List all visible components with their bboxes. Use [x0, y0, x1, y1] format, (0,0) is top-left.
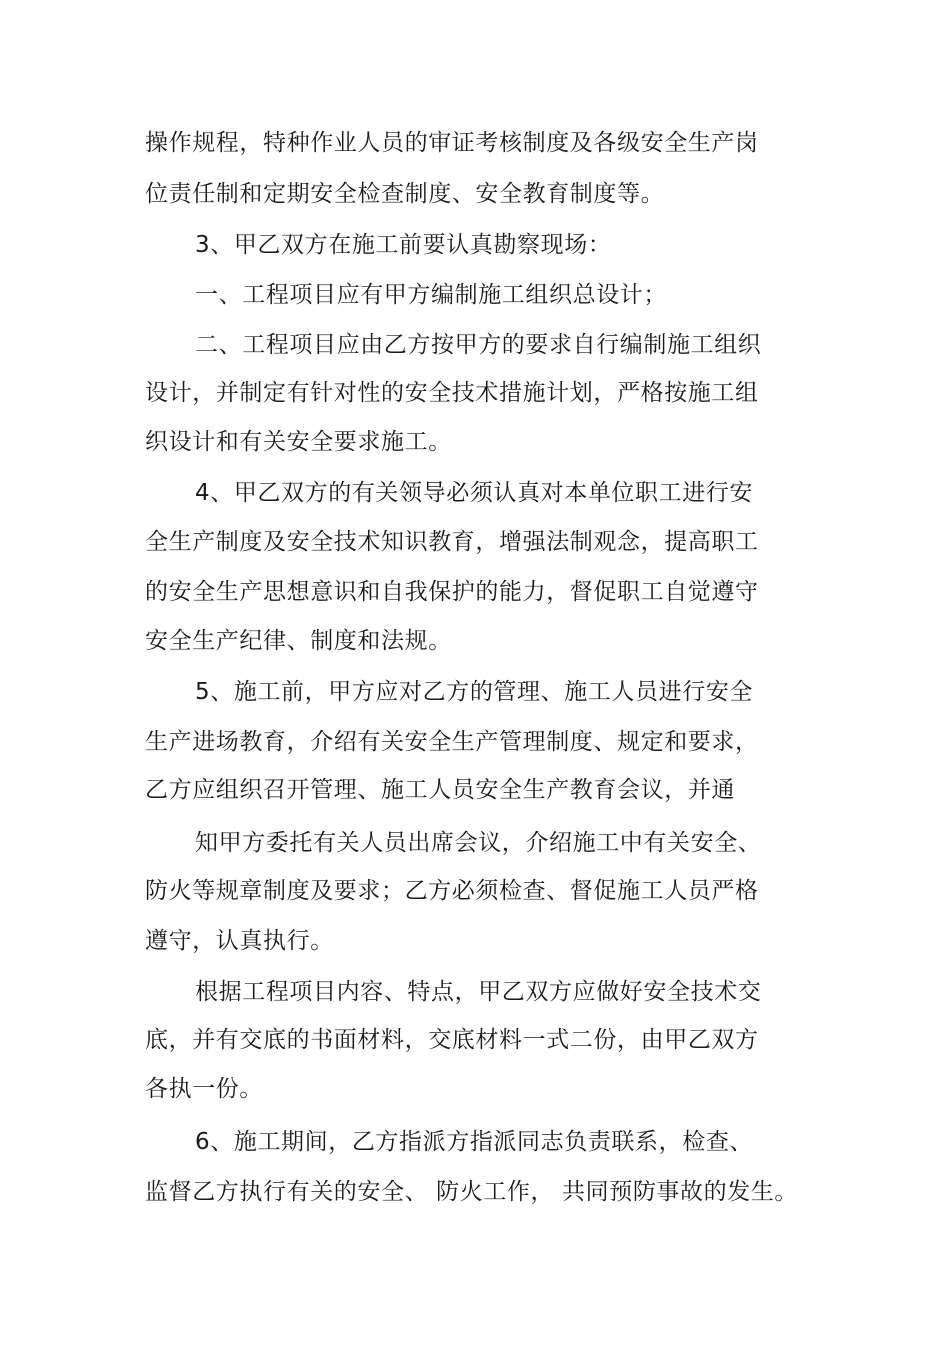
- text-line: 3、甲乙双方在施工前要认真勘察现场：: [195, 232, 612, 258]
- text-line: 知甲方委托有关人员出席会议，介绍施工中有关安全、: [195, 830, 762, 856]
- text-line: 乙方应组织召开管理、施工人员安全生产教育会议，并通: [145, 777, 735, 803]
- text-line: 4、甲乙双方的有关领导必须认真对本单位职工进行安: [195, 480, 754, 506]
- text-line: 6、施工期间，乙方指派方指派同志负责联系，检查、: [195, 1129, 754, 1155]
- text-line: 位责任制和定期安全检查制度、安全教育制度等。: [145, 181, 665, 207]
- text-line: 底，并有交底的书面材料，交底材料一式二份，由甲乙双方: [145, 1027, 759, 1053]
- text-line: 二、工程项目应由乙方按甲方的要求自行编制施工组织: [195, 332, 762, 358]
- text-line: 织设计和有关安全要求施工。: [145, 429, 452, 455]
- text-line: 防火等规章制度及要求；乙方必须检查、督促施工人员严格: [145, 878, 759, 904]
- text-line: 各执一份。: [145, 1076, 263, 1102]
- text-line: 监督乙方执行有关的安全、 防火工作， 共同预防事故的发生。: [145, 1179, 799, 1205]
- text-line: 根据工程项目内容、特点，甲乙双方应做好安全技术交: [195, 979, 762, 1005]
- text-line: 设计，并制定有针对性的安全技术措施计划，严格按施工组: [145, 380, 759, 406]
- text-line: 5、施工前，甲方应对乙方的管理、施工人员进行安全: [195, 679, 754, 705]
- text-line: 生产进场教育，介绍有关安全生产管理制度、规定和要求，: [145, 729, 759, 755]
- text-line: 遵守，认真执行。: [145, 928, 334, 954]
- text-line: 安全生产纪律、制度和法规。: [145, 628, 452, 654]
- text-line: 操作规程，特种作业人员的审证考核制度及各级安全生产岗: [145, 130, 759, 156]
- text-line: 全生产制度及安全技术知识教育，增强法制观念，提高职工: [145, 529, 759, 555]
- text-line: 的安全生产思想意识和自我保护的能力，督促职工自觉遵守: [145, 579, 759, 605]
- text-line: 一、工程项目应有甲方编制施工组织总设计；: [195, 282, 667, 308]
